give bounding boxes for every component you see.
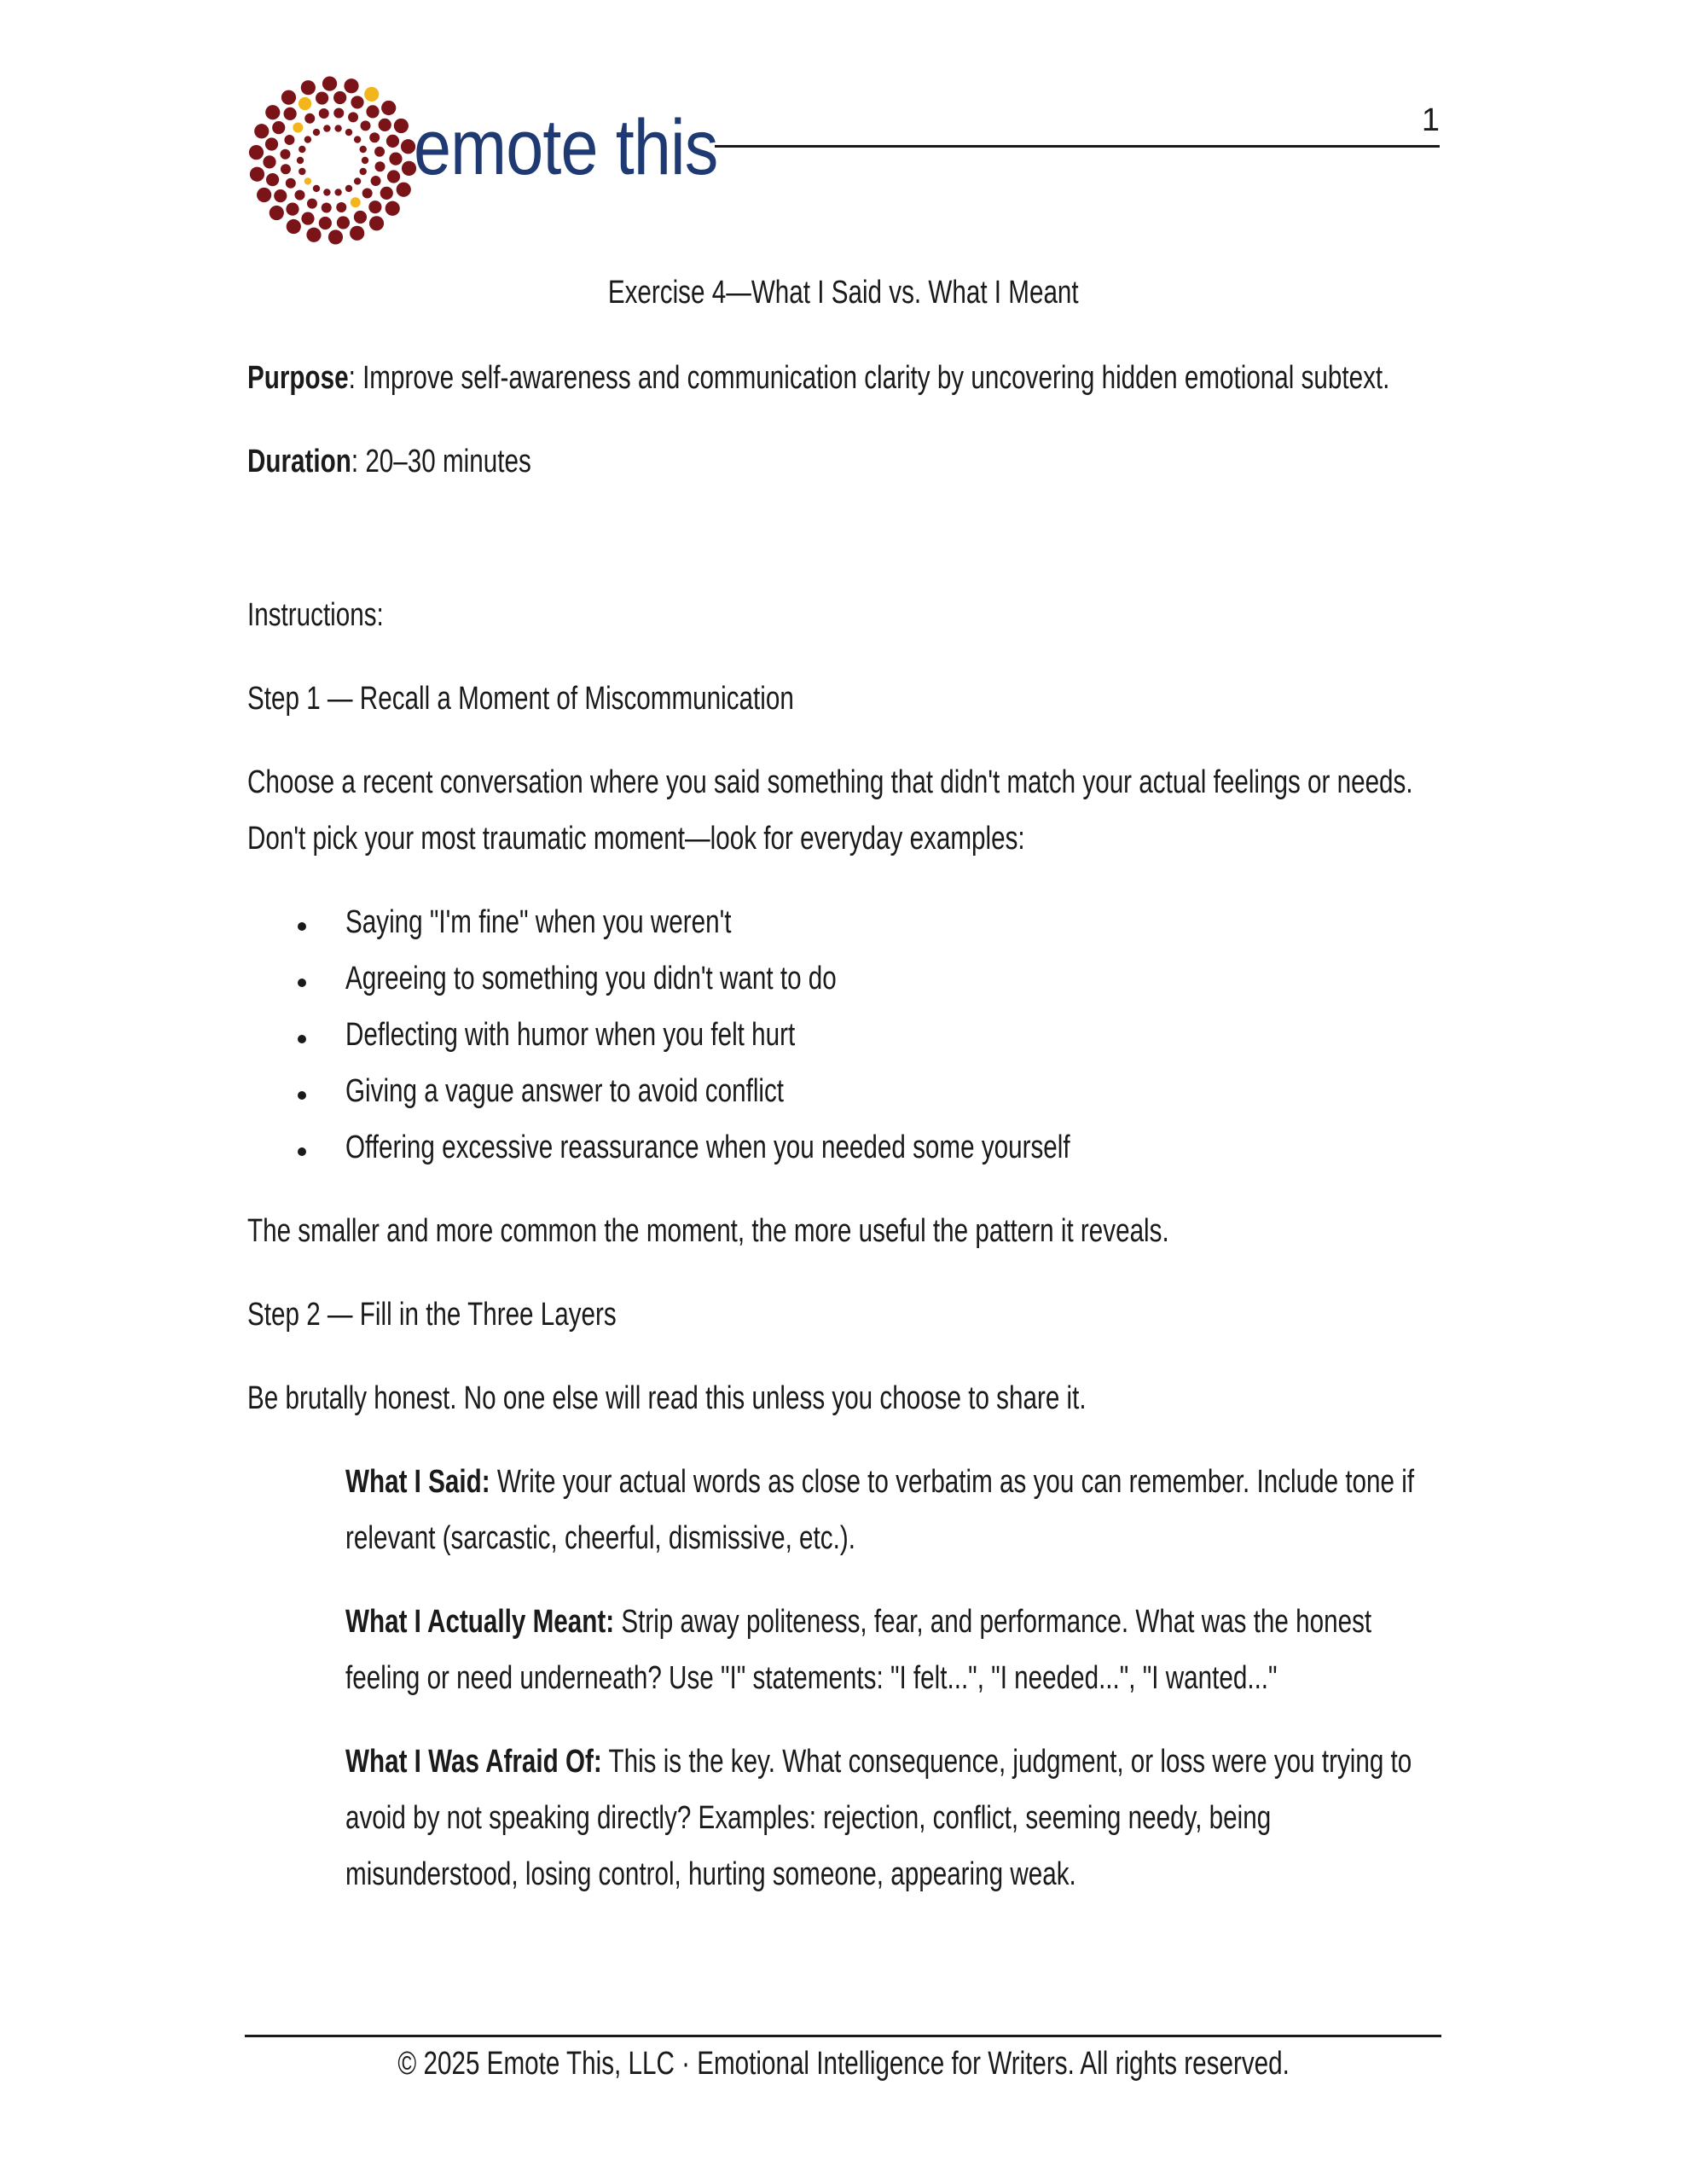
logo-dot [304,113,315,124]
logo-dot [348,112,358,122]
logo-dot [369,216,384,230]
logo-dot [299,168,305,175]
logo-dot [328,229,343,244]
purpose-line [247,350,1389,406]
purpose-label: Purpose [247,360,349,396]
logo-dot [249,145,264,160]
logo-dot [281,90,296,105]
logo-dot [284,107,297,120]
bullet-icon [298,922,306,931]
logo-dot [350,226,364,241]
logo-dot [304,177,311,184]
logo-dot [319,108,329,119]
step1-closing: The smaller and more common the moment, the more useful the pattern it reveals. [247,1213,1169,1249]
logo-dot [323,189,330,195]
layer-meant-label: What I Actually Meant: [345,1604,615,1640]
logo-dot [287,219,301,234]
step1-heading: Step 1 — Recall a Moment of Miscommunication [247,681,794,717]
logo-dot [322,203,332,213]
logo-dot [362,189,373,199]
logo-dot [304,136,311,142]
bullet-icon [298,979,306,987]
brand-name: emote this [414,104,718,191]
logo-dot [313,129,320,136]
logo-dot [319,217,332,229]
logo-dot [351,197,361,207]
logo-dot [286,203,299,216]
list-item: Giving a vague answer to avoid conflict [345,1073,785,1109]
logo-dot [386,135,399,148]
logo-dot [336,202,346,212]
logo-dot [250,167,264,182]
exercise-title: Exercise 4—What I Said vs. What I Meant [608,275,1079,311]
logo-dot [265,105,280,119]
layer-afraid-line3: misunderstood, losing control, hurting someone, appearing weak. [345,1856,1076,1892]
step2-heading: Step 2 — Fill in the Three Layers [247,1297,617,1333]
logo-dot [354,136,361,142]
logo-dot [337,216,350,229]
logo-dot [345,185,352,192]
logo-dot [272,121,285,134]
bullet-icon [298,1035,306,1043]
logo-dot [334,189,341,195]
logo-dot [323,125,330,131]
list-item: Saying "I'm fine" when you weren't [345,904,732,940]
duration-text: : 20–30 minutes [351,444,531,479]
layer-said-line2: relevant (sarcastic, cheerful, dismissive, etc.). [345,1520,855,1556]
logo-dot [344,78,358,93]
logo-dot [301,212,314,224]
instructions-heading: Instructions: [247,597,384,633]
logo-dot [257,188,271,202]
logo-dot [254,124,269,138]
logo-dot [371,176,381,186]
duration-line [247,433,531,490]
logo-dot [322,76,337,90]
logo-dot [368,200,381,213]
logo-dot [333,91,346,104]
logo-dot [361,120,371,131]
logo-dot [345,129,352,136]
step1-paragraph-line1: Choose a recent conversation where you said something that didn't match your actual feelings or needs. [247,764,1413,800]
logo-dot [366,105,379,118]
logo-dot [265,137,278,150]
logo-dot [362,157,368,164]
layer-afraid-label: What I Was Afraid Of: [345,1744,602,1780]
logo-dot [397,183,411,197]
logo-dot [364,87,379,102]
header-divider [715,145,1440,148]
logo-dot [360,168,367,175]
layer-afraid-line1: What I Was Afraid Of: This is the key. What consequence, judgment, or loss were you trying to [345,1744,1412,1780]
footer-copyright: © 2025 Emote This, LLC · Emotional Intelligence for Writers. All rights reserved. [397,2046,1290,2082]
bullet-icon [298,1091,306,1100]
logo-dot [293,122,303,132]
logo-dot [374,147,385,157]
logo-dot [387,170,400,183]
logo-dot [281,164,291,174]
layer-afraid-line2: avoid by not speaking directly? Examples: rejection, conflict, seeming needy, being [345,1800,1272,1836]
logo-dot [270,206,284,220]
list-item: Deflecting with humor when you felt hurt [345,1017,796,1053]
logo-dot [294,190,304,200]
logo-dot [394,119,409,133]
step2-intro: Be brutally honest. No one else will read this unless you choose to share it. [247,1380,1087,1416]
logo-dot [380,187,393,200]
logo-dot [297,157,304,164]
logo-dot [274,189,287,202]
logo-dot [334,125,341,131]
layer-said-label: What I Said: [345,1464,490,1500]
logo-dot [316,91,328,104]
logo-dot [333,107,344,118]
logo-dot [369,132,380,142]
logo-dot [266,173,279,186]
logo-dot [284,135,294,145]
layer-meant-line1: What I Actually Meant: Strip away politeness, fear, and performance. What was the honest [345,1604,1372,1640]
logo-dot [381,101,396,115]
logo-dot [354,211,367,224]
list-item: Agreeing to something you didn't want to do [345,961,837,996]
step1-paragraph-line2: Don't pick your most traumatic moment—look for everyday examples: [247,821,1025,857]
logo-dot [360,146,367,153]
layer-said-line1: What I Said: Write your actual words as close to verbatim as you can remember. Include tone if [345,1464,1415,1500]
logo-dot [375,161,386,171]
emote-this-logo-icon [247,75,418,246]
logo-dot [263,155,275,168]
duration-label: Duration [247,444,351,479]
purpose-text: : Improve self-awareness and communication clarity by uncovering hidden emotional subtext. [348,360,1390,396]
logo-dot [386,201,400,216]
logo-dot [306,228,321,242]
logo-dot [301,80,316,95]
logo-dot [379,119,391,131]
logo-dot [354,177,361,184]
list-item: Offering excessive reassurance when you needed some yourself [345,1130,1070,1165]
logo-dot [299,97,311,110]
logo-dot [313,185,320,192]
bullet-icon [298,1147,306,1156]
layer-meant-line2: feeling or need underneath? Use "I" statements: "I felt...", "I needed...", "I wanted..." [345,1660,1278,1696]
logo-dot [307,199,317,209]
page-number: 1 [1421,102,1440,138]
logo-dot [286,178,296,189]
logo-dot [389,153,402,166]
logo-dot [351,96,363,108]
logo-dot [299,146,305,153]
logo-dot [280,149,290,160]
